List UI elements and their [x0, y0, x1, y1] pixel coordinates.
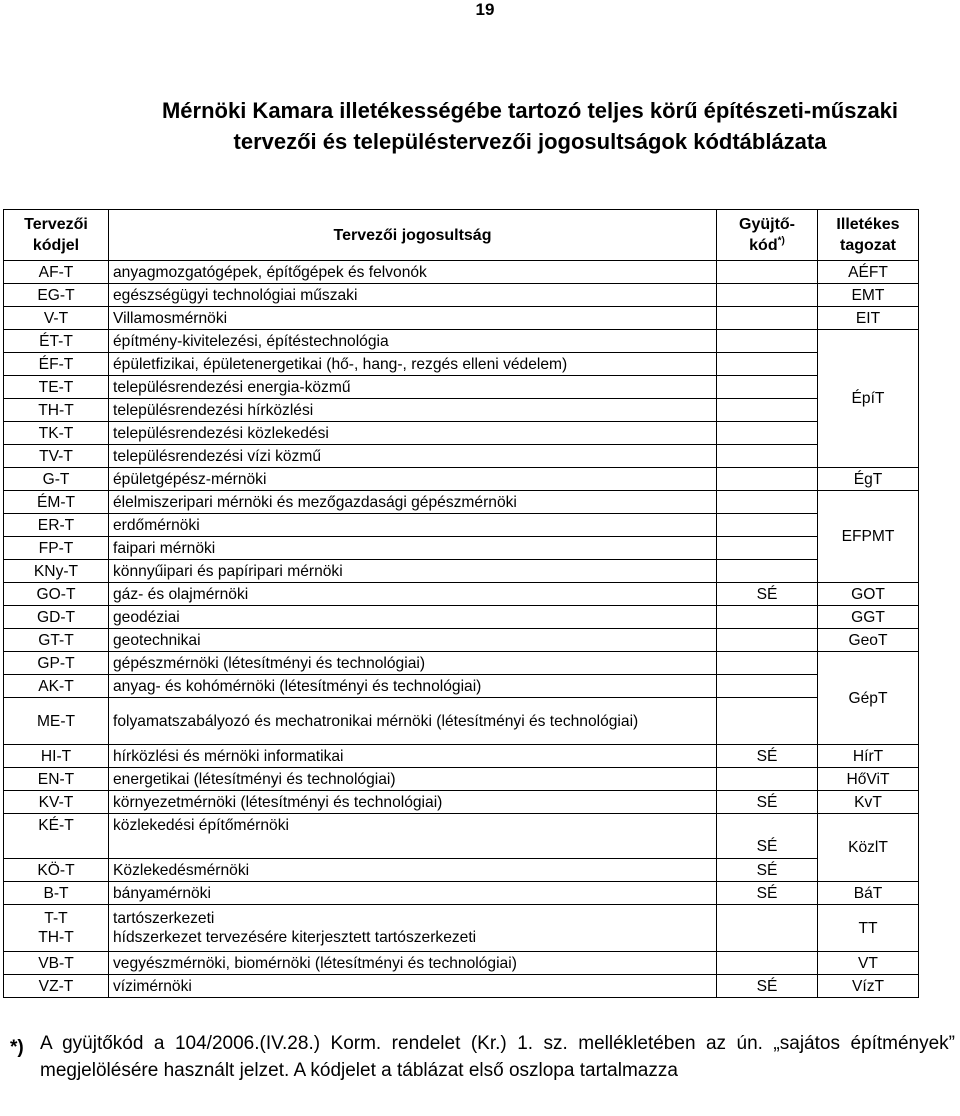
table-row — [4, 606, 919, 629]
code-cell: KÉ-T — [4, 814, 109, 859]
collective-cell: SÉ — [717, 975, 818, 998]
table-row — [4, 514, 919, 537]
collective-cell — [717, 560, 818, 583]
code-cell: VB-T — [4, 952, 109, 975]
table-row — [4, 652, 919, 675]
title-line-1: Mérnöki Kamara illetékességébe tartozó teljes körű építészeti-műszaki — [161, 98, 899, 123]
name-cell: erdőmérnöki — [109, 514, 717, 537]
collective-cell: SÉ — [717, 583, 818, 606]
collective-cell: SÉ — [717, 745, 818, 768]
code-cell: FP-T — [4, 537, 109, 560]
code-cell: ME-T — [4, 698, 109, 745]
collective-cell — [717, 514, 818, 537]
dept-cell: KvT — [818, 791, 919, 814]
collective-cell — [717, 261, 818, 284]
dept-cell: BáT — [818, 882, 919, 905]
table-row — [4, 583, 919, 606]
code-cell: AF-T — [4, 261, 109, 284]
table-row — [4, 261, 919, 284]
dept-cell: GeoT — [818, 629, 919, 652]
collective-cell: SÉ — [717, 814, 818, 859]
code-cell: GD-T — [4, 606, 109, 629]
code-cell: ÉM-T — [4, 491, 109, 514]
name-cell: geotechnikai — [109, 629, 717, 652]
dept-cell: VízT — [818, 975, 919, 998]
name-cell: gáz- és olajmérnöki — [109, 583, 717, 606]
table-row — [4, 491, 919, 514]
collective-cell — [717, 376, 818, 399]
header-collective-mark: *) — [777, 235, 785, 247]
table-row — [4, 859, 919, 882]
header-collective — [717, 210, 818, 261]
name-cell: energetikai (létesítményi és technológiai) — [109, 768, 717, 791]
header-code-line-1: Tervezői — [24, 216, 88, 233]
code-cell: V-T — [4, 307, 109, 330]
code-cell: TH-T — [4, 399, 109, 422]
footnote-mark: *) — [10, 1037, 24, 1058]
name-cell: faipari mérnöki — [109, 537, 717, 560]
code-cell: KV-T — [4, 791, 109, 814]
code-cell: ÉT-T — [4, 330, 109, 353]
collective-cell — [717, 768, 818, 791]
table-row — [4, 882, 919, 905]
dept-cell: ÉgT — [818, 468, 919, 491]
dept-cell: VT — [818, 952, 919, 975]
footnote-text: A gyüjtőkód a 104/2006.(IV.28.) Korm. rendelet (Kr.) 1. sz. mellékletében az ún. „sajátos építmények” megjelölésére használt jelzet. A kódjelet a táblázat első oszlopa tartalmazza — [40, 1033, 955, 1081]
name-cell: élelmiszeripari mérnöki és mezőgazdasági gépészmérnöki — [109, 491, 717, 514]
name-cell-line-1: tartószerkezeti — [113, 910, 215, 927]
table-row — [4, 284, 919, 307]
table-row — [4, 468, 919, 491]
collective-cell — [717, 698, 818, 745]
name-cell: építmény-kivitelezési, építéstechnológia — [109, 330, 717, 353]
table-row — [4, 952, 919, 975]
collective-cell — [717, 675, 818, 698]
table-row — [4, 399, 919, 422]
collective-cell — [717, 399, 818, 422]
name-cell: épületgépész-mérnöki — [109, 468, 717, 491]
collective-cell — [717, 952, 818, 975]
name-cell: geodéziai — [109, 606, 717, 629]
header-code-line-2: kódjel — [32, 237, 80, 254]
header-dept-line-1: Illetékes — [836, 216, 900, 233]
collective-cell — [717, 629, 818, 652]
code-cell: ER-T — [4, 514, 109, 537]
dept-cell: HőViT — [818, 768, 919, 791]
code-cell: KÖ-T — [4, 859, 109, 882]
header-dept — [818, 210, 919, 261]
collective-cell — [717, 652, 818, 675]
dept-cell-merged: EFPMT — [818, 491, 919, 583]
code-table — [3, 209, 919, 998]
collective-cell: SÉ — [717, 859, 818, 882]
code-cell: TE-T — [4, 376, 109, 399]
code-cell: ÉF-T — [4, 353, 109, 376]
table-row — [4, 560, 919, 583]
header-name: Tervezői jogosultság — [109, 210, 717, 261]
dept-cell: GOT — [818, 583, 919, 606]
code-cell-line-1: T-T — [44, 910, 68, 927]
collective-cell — [717, 905, 818, 952]
header-collective-word: kód — [749, 237, 778, 254]
name-cell: településrendezési energia-közmű — [109, 376, 717, 399]
table-row — [4, 537, 919, 560]
dept-cell: GGT — [818, 606, 919, 629]
name-cell: bányamérnöki — [109, 882, 717, 905]
name-cell: anyag- és kohómérnöki (létesítményi és technológiai) — [109, 675, 717, 698]
code-cell: GP-T — [4, 652, 109, 675]
code-cell-line-2: TH-T — [38, 929, 74, 946]
code-cell: GO-T — [4, 583, 109, 606]
collective-cell — [717, 468, 818, 491]
dept-cell: EIT — [818, 307, 919, 330]
name-cell: könnyűipari és papíripari mérnöki — [109, 560, 717, 583]
code-cell: TK-T — [4, 422, 109, 445]
page-number: 19 — [475, 0, 495, 19]
table-row — [4, 745, 919, 768]
table-row — [4, 422, 919, 445]
name-cell: vegyészmérnöki, biomérnöki (létesítményi és technológiai) — [109, 952, 717, 975]
name-cell: településrendezési közlekedési — [109, 422, 717, 445]
table-row — [4, 675, 919, 698]
code-cell: AK-T — [4, 675, 109, 698]
dept-cell: TT — [818, 905, 919, 952]
dept-cell: HírT — [818, 745, 919, 768]
collective-cell — [717, 353, 818, 376]
name-cell: gépészmérnöki (létesítményi és technológiai) — [109, 652, 717, 675]
page-title — [0, 95, 960, 157]
code-cell: HI-T — [4, 745, 109, 768]
table-row — [4, 307, 919, 330]
code-cell: VZ-T — [4, 975, 109, 998]
code-cell: GT-T — [4, 629, 109, 652]
collective-cell — [717, 307, 818, 330]
table-row — [4, 629, 919, 652]
table-row — [4, 698, 919, 745]
table-row — [4, 791, 919, 814]
collective-cell — [717, 284, 818, 307]
name-cell: Közlekedésmérnöki — [109, 859, 717, 882]
collective-cell — [717, 606, 818, 629]
name-cell: településrendezési hírközlési — [109, 399, 717, 422]
collective-cell — [717, 491, 818, 514]
table-row — [4, 814, 919, 859]
name-cell: vízimérnöki — [109, 975, 717, 998]
name-cell: épületfizikai, épületenergetikai (hő-, hang-, rezgés elleni védelem) — [109, 353, 717, 376]
header-collective-line-1: Gyüjtő- — [739, 216, 795, 233]
dept-cell: AÉFT — [818, 261, 919, 284]
collective-cell — [717, 330, 818, 353]
code-cell: KNy-T — [4, 560, 109, 583]
collective-cell — [717, 445, 818, 468]
table-row — [4, 353, 919, 376]
name-cell: hírközlési és mérnöki informatikai — [109, 745, 717, 768]
header-code — [4, 210, 109, 261]
table-row — [4, 330, 919, 353]
name-cell-line-2: hídszerkezet tervezésére kiterjesztett tartószerkezeti — [113, 929, 477, 946]
code-cell: EG-T — [4, 284, 109, 307]
collective-cell — [717, 537, 818, 560]
name-cell: településrendezési vízi közmű — [109, 445, 717, 468]
table-row — [4, 376, 919, 399]
name-cell: anyagmozgatógépek, építőgépek és felvonók — [109, 261, 717, 284]
code-cell: TV-T — [4, 445, 109, 468]
code-cell — [4, 905, 109, 952]
table-row — [4, 975, 919, 998]
collective-cell — [717, 422, 818, 445]
name-cell: Villamosmérnöki — [109, 307, 717, 330]
name-cell — [109, 905, 717, 952]
footnote — [10, 1030, 955, 1084]
name-cell: egészségügyi technológiai műszaki — [109, 284, 717, 307]
dept-cell-merged: ÉpíT — [818, 330, 919, 468]
name-cell: közlekedési építőmérnöki — [109, 814, 717, 859]
table-row — [4, 445, 919, 468]
table-row — [4, 768, 919, 791]
dept-cell: EMT — [818, 284, 919, 307]
table-row — [4, 905, 919, 952]
header-dept-line-2: tagozat — [840, 237, 896, 254]
code-cell: EN-T — [4, 768, 109, 791]
collective-cell: SÉ — [717, 791, 818, 814]
code-cell: G-T — [4, 468, 109, 491]
code-cell: B-T — [4, 882, 109, 905]
collective-cell: SÉ — [717, 882, 818, 905]
title-line-2: tervezői és településtervezői jogosultságok kódtáblázata — [233, 129, 827, 154]
name-cell: környezetmérnöki (létesítményi és technológiai) — [109, 791, 717, 814]
dept-cell-merged: KözlT — [818, 814, 919, 882]
table-header-row — [4, 210, 919, 261]
header-collective-line-2 — [721, 235, 813, 256]
dept-cell-merged: GépT — [818, 652, 919, 745]
name-cell: folyamatszabályozó és mechatronikai mérnöki (létesítményi és technológiai) — [109, 698, 717, 745]
